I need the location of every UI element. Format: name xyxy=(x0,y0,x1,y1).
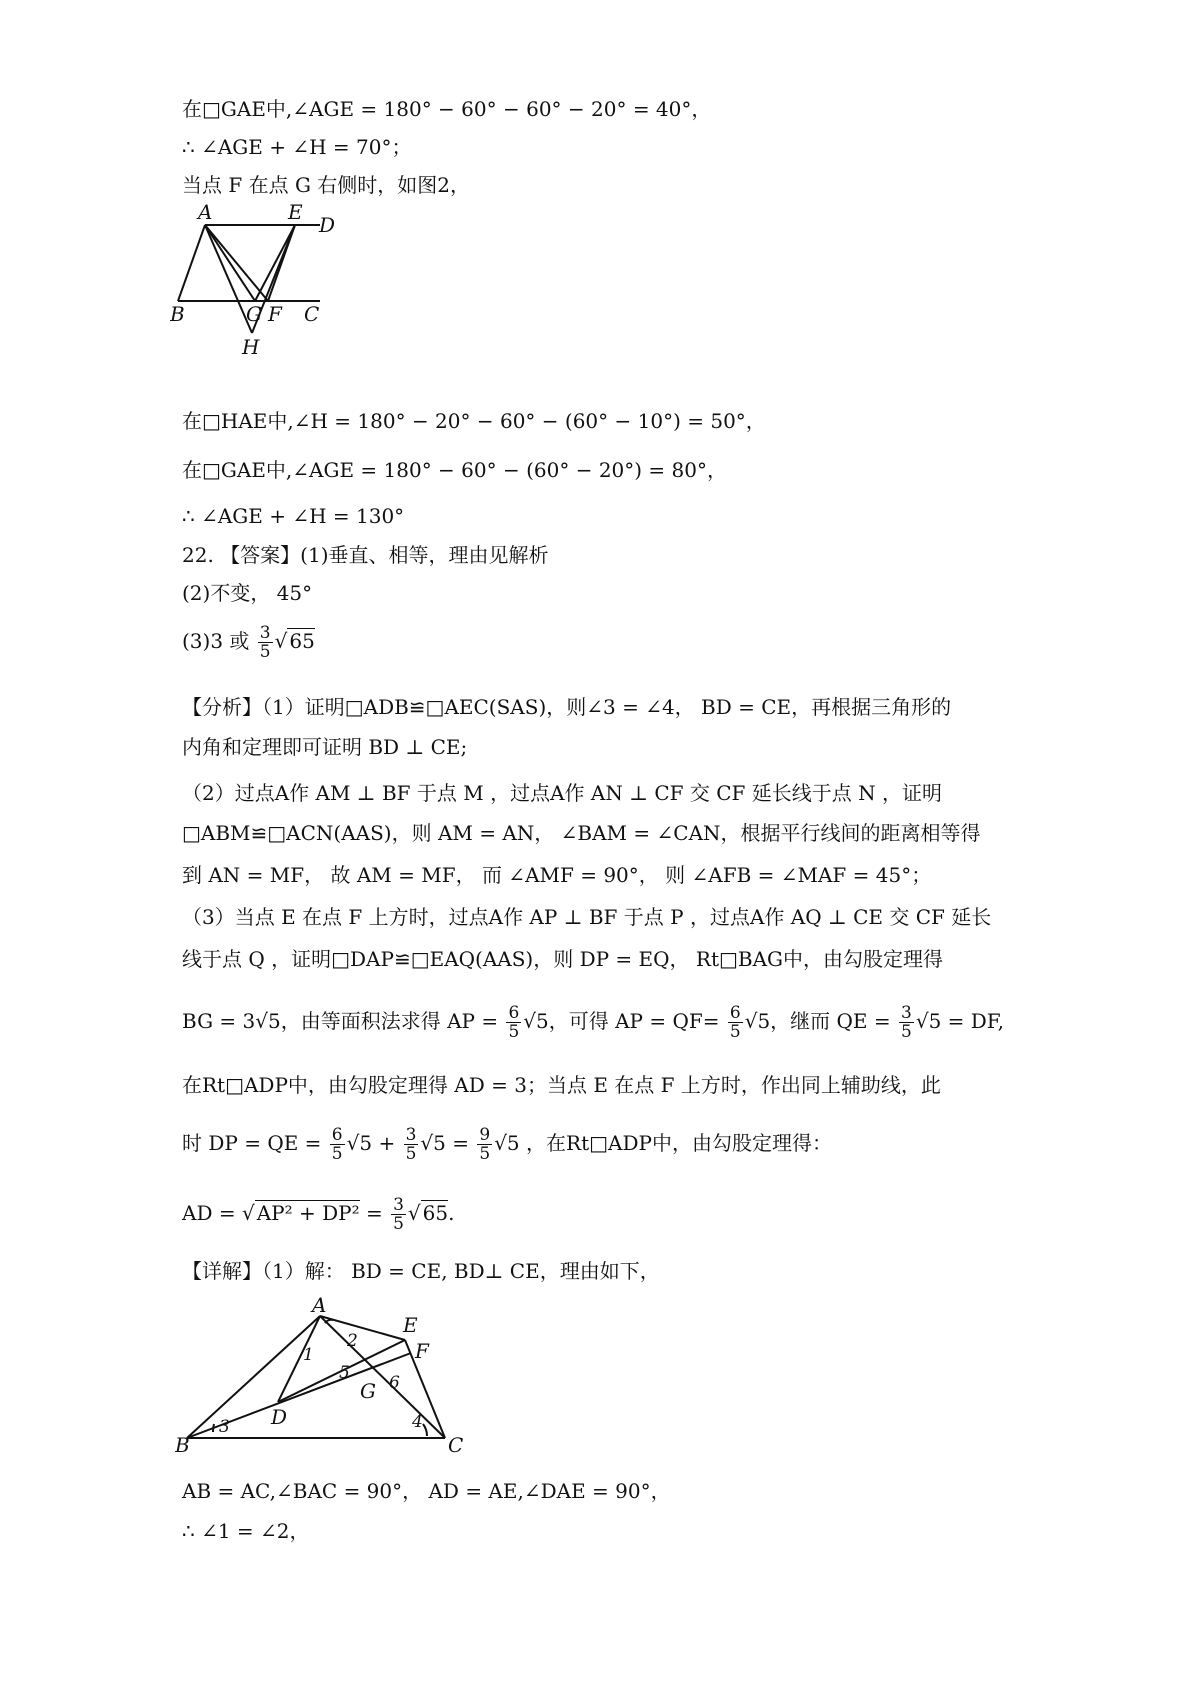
text-line: 在□HAE中,∠H = 180° − 20° − 60° − (60° − 10°) = 50°， xyxy=(182,409,766,433)
label-F: F xyxy=(268,302,282,326)
label-F: F xyxy=(415,1339,429,1363)
text-line: （3）当点 E 在点 F 上方时，过点A作 AP ⊥ BF 于点 P ，过点A作 AQ ⊥ CE 交 CF 延长 xyxy=(182,905,992,929)
angle-label-3: 3 xyxy=(219,1417,230,1437)
label-H: H xyxy=(242,335,260,359)
text-line: BG = 3√5，由等面积法求得 AP = $\frac{6}{5}$ √5，可得 AP = QF= $\frac{6}{5}$ √5，继而 QE = $\frac{3}{5}$ √5 = DF, xyxy=(182,1003,1004,1042)
text-line: AD = √ AP² + DP² = $\frac{3}{5}$ √ 65. xyxy=(182,1195,455,1234)
text-line: 内角和定理即可证明 BD ⊥ CE; xyxy=(182,735,468,759)
fraction: $\frac{6}{5}$ xyxy=(729,1003,741,1042)
text-line: 在Rt□ADP中，由勾股定理得 AD = 3；当点 E 在点 F 上方时，作出同上辅助线，此 xyxy=(182,1073,941,1097)
text-line: ∴ ∠1 = ∠2， xyxy=(182,1519,310,1543)
figure-2 xyxy=(170,200,370,360)
label-D: D xyxy=(271,1405,288,1429)
fraction: $\frac{3}{5}$ xyxy=(259,623,271,662)
figure-3 xyxy=(175,1296,475,1456)
text-line: 在□GAE中,∠AGE = 180° − 60° − (60° − 20°) = 80°， xyxy=(182,458,727,482)
angle-label-6: 6 xyxy=(389,1373,400,1393)
angle-label-1: 1 xyxy=(303,1345,314,1365)
label-C: C xyxy=(448,1433,464,1456)
text-line: 22. 【答案】(1)垂直、相等，理由见解析 xyxy=(182,543,549,567)
text-line: AB = AC,∠BAC = 90°， AD = AE,∠DAE = 90°， xyxy=(182,1479,671,1503)
text-line: 【分析】（1）证明□ADB≌□AEC(SAS)，则∠3 = ∠4， BD = CE，再根据三角形的 xyxy=(182,695,952,719)
label-A: A xyxy=(312,1296,327,1317)
text-line: 当点 F 在点 G 右侧时，如图2， xyxy=(182,173,471,197)
label-B: B xyxy=(175,1433,190,1456)
text-line: 线于点 Q ，证明□DAP≌□EAQ(AAS)，则 DP = EQ， Rt□BAG中，由勾股定理得 xyxy=(182,947,944,971)
text-line: （2）过点A作 AM ⊥ BF 于点 M ，过点A作 AN ⊥ CF 交 CF 延长线于点 N ，证明 xyxy=(182,781,943,805)
label-E: E xyxy=(288,200,303,224)
text-line: 到 AN = MF， 故 AM = MF， 而 ∠AMF = 90°， 则 ∠AFB = ∠MAF = 45°； xyxy=(182,863,932,887)
text-line: 在□GAE中,∠AGE = 180° − 60° − 60° − 20° = 40°， xyxy=(182,97,712,121)
text-line: (2)不变， 45° xyxy=(182,581,313,605)
fraction: $\frac{6}{5}$ xyxy=(508,1003,520,1042)
fraction: $\frac{6}{5}$ xyxy=(331,1125,343,1164)
fraction: $\frac{9}{5}$ xyxy=(479,1125,491,1164)
label-D: D xyxy=(319,213,336,237)
label-E: E xyxy=(403,1313,418,1337)
text-line: 时 DP = QE = $\frac{6}{5}$ √5 + $\frac{3}{5}$ √5 = $\frac{9}{5}$ √5 ，在Rt□ADP中，由勾股定理得： xyxy=(182,1125,832,1164)
fraction: $\frac{3}{5}$ xyxy=(393,1195,404,1234)
fraction: $\frac{3}{5}$ xyxy=(901,1003,912,1042)
label-G: G xyxy=(360,1379,376,1403)
radicand: AP² + DP² xyxy=(256,1201,360,1225)
text-line: ∴ ∠AGE + ∠H = 130° xyxy=(182,504,405,528)
angle-label-4: 4 xyxy=(412,1412,423,1432)
label-G: G xyxy=(246,302,262,326)
text-line: □ABM≌□ACN(AAS)，则 AM = AN， ∠BAM = ∠CAN，根据平行线间的距离相等得 xyxy=(182,821,981,845)
radicand: 65 xyxy=(289,629,315,653)
fraction: $\frac{3}{5}$ xyxy=(405,1125,417,1164)
label-A: A xyxy=(198,200,213,224)
text-line: (3)3 或 $\frac{3}{5}$ √ 65 xyxy=(182,623,315,662)
angle-label-5: 5 xyxy=(339,1363,350,1383)
angle-label-2: 2 xyxy=(347,1331,358,1351)
radicand: 65 xyxy=(422,1201,449,1225)
text-line: ∴ ∠AGE + ∠H = 70°； xyxy=(182,135,412,159)
label-C: C xyxy=(304,302,320,326)
answer-prefix: (3)3 或 xyxy=(182,629,250,653)
text-line: 【详解】（1）解： BD = CE, BD⊥ CE，理由如下， xyxy=(182,1259,660,1283)
label-B: B xyxy=(170,302,185,326)
